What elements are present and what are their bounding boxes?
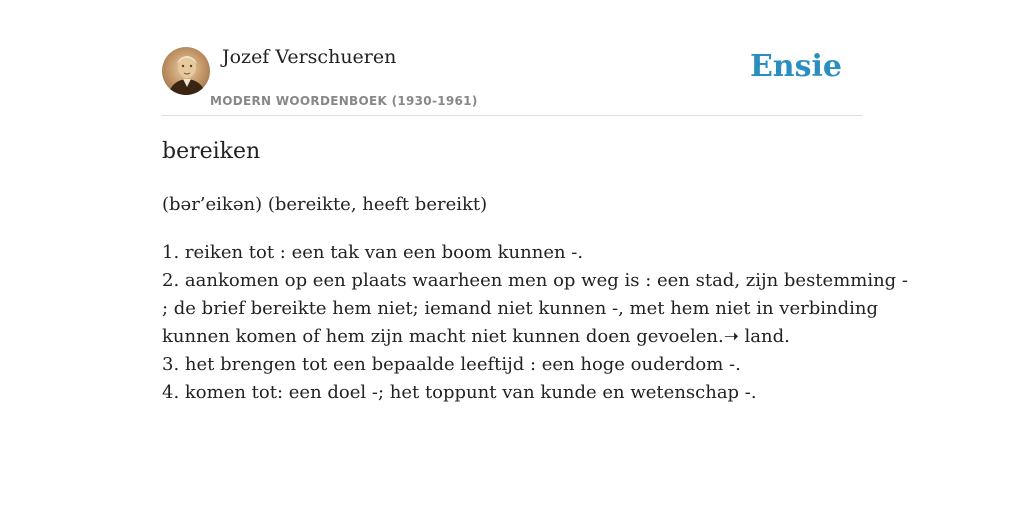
definition-line: kunnen komen of hem zijn macht niet kunnen doen gevoelen.➝ land. (162, 326, 790, 347)
definition-line: 1. reiken tot : een tak van een boom kunnen -. (162, 242, 584, 263)
brand-logo[interactable]: Ensie (749, 49, 842, 84)
entry-header (162, 45, 862, 116)
headword: bereiken (162, 139, 261, 164)
author-name[interactable]: Jozef Verschueren (222, 46, 397, 68)
dictionary-source: MODERN WOORDENBOEK (1930-1961) (210, 94, 478, 108)
definition-line: 4. komen tot: een doel -; het toppunt van kunde en wetenschap -. (162, 382, 757, 403)
author-portrait-icon (162, 47, 210, 95)
author-avatar[interactable] (162, 47, 210, 95)
definition-line: 2. aankomen op een plaats waarheen men op weg is : een stad, zijn bestemming - (162, 270, 909, 291)
definition-line: ; de brief bereikte hem niet; iemand niet kunnen -, met hem niet in verbinding (162, 298, 878, 319)
definition-line: 3. het brengen tot een bepaalde leeftijd : een hoge ouderdom -. (162, 354, 741, 375)
definitions (162, 239, 909, 407)
pronunciation: (bər’eikən) (bereikte, heeft bereikt) (162, 194, 488, 215)
